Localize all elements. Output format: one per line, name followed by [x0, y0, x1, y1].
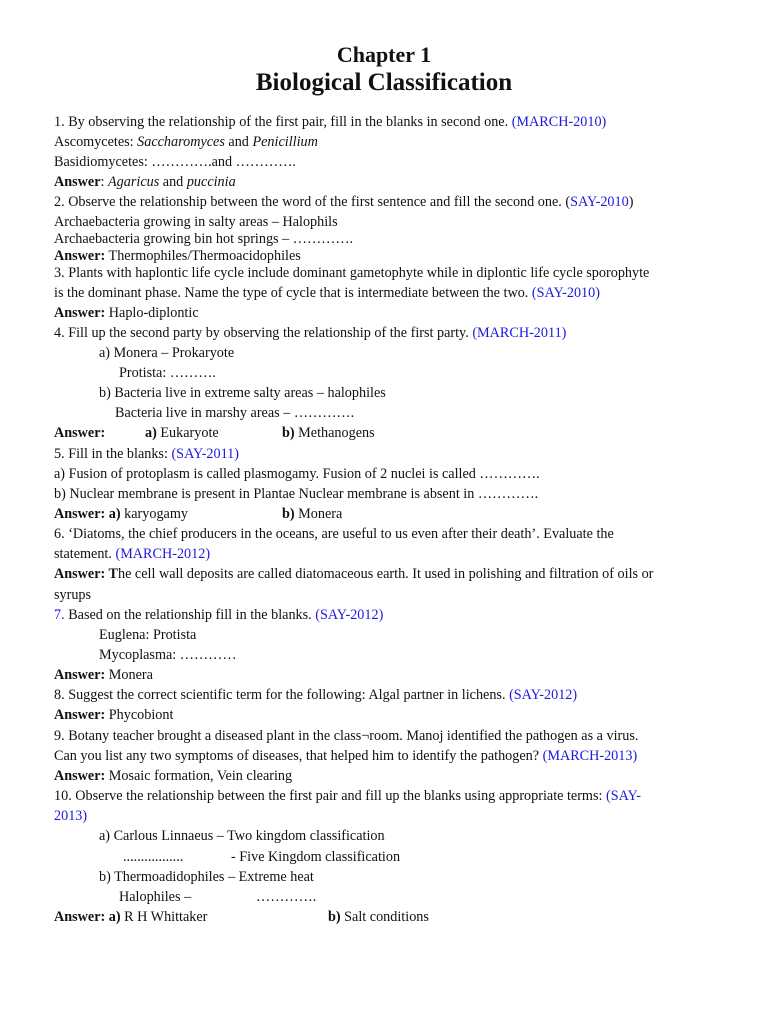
answer-5-b-text: Monera — [294, 506, 343, 522]
answer-8 — [54, 706, 173, 724]
answer-6-label: Answer: T — [54, 566, 118, 582]
q5-line-a: a) Fusion of protoplasm is called plasmogamy. Fusion of 2 nuclei is called …………. — [54, 466, 540, 482]
question-8-source: (SAY-2012) — [509, 687, 578, 703]
q2-line1: Archaebacteria growing in salty areas – Halophils — [54, 214, 338, 230]
answer-1-label: Answer — [54, 174, 101, 190]
question-6-source: (MARCH-2012) — [115, 546, 211, 562]
answer-3-text: Haplo-diplontic — [105, 305, 199, 321]
question-6-line1: 6. ‘Diatoms, the chief producers in the oceans, are useful to us even after their death’. Evaluate the — [54, 526, 614, 542]
question-10-source-part1: (SAY- — [605, 788, 641, 804]
question-8-text: 8. Suggest the correct scientific term for the following: Algal partner in lichens. — [54, 687, 510, 703]
question-4 — [54, 324, 566, 342]
answer-5-label: Answer: a) — [54, 506, 121, 522]
answer-7-label: Answer: — [54, 667, 106, 683]
question-5-text: 5. Fill in the blanks: — [54, 446, 172, 462]
question-6-text: statement. — [54, 546, 116, 562]
answer-6-text: he cell wall deposits are called diatomaceous earth. It used in polishing and filtration of oils or — [117, 566, 654, 582]
answer-1-and: and — [159, 174, 187, 190]
answer-7 — [54, 666, 153, 684]
q10-a-line2: - Five Kingdom classification — [231, 849, 401, 865]
q2-line2: Archaebacteria growing bin hot springs – …………. — [54, 231, 354, 247]
question-6-line2 — [54, 545, 210, 563]
question-7 — [54, 606, 383, 624]
answer-10 — [54, 908, 207, 926]
q4-b-line1: b) Bacteria live in extreme salty areas – halophiles — [99, 385, 386, 401]
question-5 — [54, 445, 239, 463]
question-9-text: Can you list any two symptoms of diseases, that helped him to identify the pathogen? — [54, 748, 543, 764]
question-10-line1 — [54, 787, 641, 805]
q4-b-line2: Bacteria live in marshy areas – …………. — [115, 405, 355, 421]
answer-5-b-label: b) — [282, 506, 295, 522]
q1-line1-genus-a: Saccharomyces — [137, 134, 225, 150]
answer-4-b-text: Methanogens — [294, 425, 375, 441]
answer-6-line2: syrups — [54, 587, 92, 603]
question-1 — [54, 113, 606, 131]
q4-a-line1: a) Monera – Prokaryote — [99, 345, 235, 361]
question-3-text: is the dominant phase. Name the type of cycle that is intermediate between the two. — [54, 285, 532, 301]
q1-line1-label: Ascomycetes: — [54, 134, 138, 150]
q10-b-line2-blank: …………. — [256, 889, 317, 905]
question-7-number: 7. — [54, 607, 65, 623]
answer-8-text: Phycobiont — [105, 707, 174, 723]
page-title: Biological Classification — [255, 69, 513, 96]
answer-4-a-text: Eukaryote — [156, 425, 219, 441]
answer-7-text: Monera — [105, 667, 153, 683]
question-2-source: SAY-2010 — [570, 194, 629, 210]
answer-1-colon: : — [100, 174, 108, 190]
q1-line1-genus-b: Penicillium — [252, 134, 318, 150]
question-2-text: 2. Observe the relationship between the word of the first sentence and fill the second one. ( — [54, 194, 571, 210]
answer-2 — [54, 247, 301, 265]
answer-2-label: Answer: — [54, 248, 106, 264]
q7-line2: Mycoplasma: ………… — [99, 647, 237, 663]
answer-10-b-label: b) — [328, 909, 341, 925]
question-7-text: Based on the relationship fill in the blanks. — [64, 607, 316, 623]
question-3-line2 — [54, 284, 600, 302]
question-1-text: 1. By observing the relationship of the first pair, fill in the blanks in second one. — [54, 114, 512, 130]
question-4-source: (MARCH-2011) — [472, 325, 567, 341]
q10-b-line2-label: Halophiles – — [119, 889, 192, 905]
q7-line1: Euglena: Protista — [99, 627, 197, 643]
q5-line-b: b) Nuclear membrane is present in Plantae Nuclear membrane is absent in …………. — [54, 486, 539, 502]
answer-6-line1 — [54, 565, 653, 583]
answer-8-label: Answer: — [54, 707, 106, 723]
answer-3 — [54, 304, 199, 322]
question-3-line1: 3. Plants with haplontic life cycle include dominant gametophyte while in diplontic life cycle sporophyte — [54, 265, 650, 281]
answer-5 — [54, 505, 188, 523]
question-3-source: (SAY-2010) — [531, 285, 600, 301]
q10-a-line1: a) Carlous Linnaeus – Two kingdom classification — [99, 828, 385, 844]
answer-4-b-label: b) — [282, 425, 295, 441]
answer-4-a-label: a) — [145, 425, 157, 441]
answer-4-b — [282, 424, 375, 442]
question-9-line2 — [54, 747, 637, 765]
question-9-source: (MARCH-2013) — [542, 748, 638, 764]
q4-a-line2: Protista: ………. — [119, 365, 216, 381]
question-7-source: (SAY-2012) — [315, 607, 384, 623]
answer-5-a: karyogamy — [120, 506, 188, 522]
answer-10-b-text: Salt conditions — [340, 909, 429, 925]
q10-a-blank: ................. — [123, 849, 184, 865]
question-1-source: (MARCH-2010) — [511, 114, 607, 130]
question-4-text: 4. Fill up the second party by observing the relationship of the first party. — [54, 325, 473, 341]
question-8 — [54, 686, 577, 704]
q10-b-line1: b) Thermoadidophiles – Extreme heat — [99, 869, 314, 885]
answer-9-label: Answer: — [54, 768, 106, 784]
answer-9-text: Mosaic formation, Vein clearing — [105, 768, 293, 784]
question-5-source: (SAY-2011) — [171, 446, 239, 462]
question-10-source-part2: 2013) — [54, 808, 88, 824]
answer-10-a: R H Whittaker — [120, 909, 208, 925]
question-2 — [54, 193, 633, 211]
answer-4-label: Answer: — [54, 425, 106, 441]
answer-2-text: Thermophiles/Thermoacidophiles — [105, 248, 301, 264]
answer-5-b — [282, 505, 342, 523]
answer-1 — [54, 173, 236, 191]
chapter-heading: Chapter 1 — [336, 42, 432, 67]
answer-10-b — [328, 908, 429, 926]
answer-3-label: Answer: — [54, 305, 106, 321]
q1-line-ascomycetes — [54, 133, 318, 151]
answer-4 — [54, 424, 105, 442]
answer-10-label: Answer: a) — [54, 909, 121, 925]
answer-4-a — [145, 424, 219, 442]
answer-1-b: puccinia — [186, 174, 236, 190]
answer-1-a: Agaricus — [108, 174, 160, 190]
answer-9 — [54, 767, 292, 785]
q1-line-basidiomycetes: Basidiomycetes: ………….and …………. — [54, 154, 296, 170]
q1-line1-and: and — [224, 134, 253, 150]
question-9-line1: 9. Botany teacher brought a diseased plant in the class¬room. Manoj identified the pathogen as a virus. — [54, 728, 639, 744]
question-10-text: 10. Observe the relationship between the first pair and fill up the blanks using appropriate terms: — [54, 788, 606, 804]
question-2-close: ) — [628, 194, 634, 210]
